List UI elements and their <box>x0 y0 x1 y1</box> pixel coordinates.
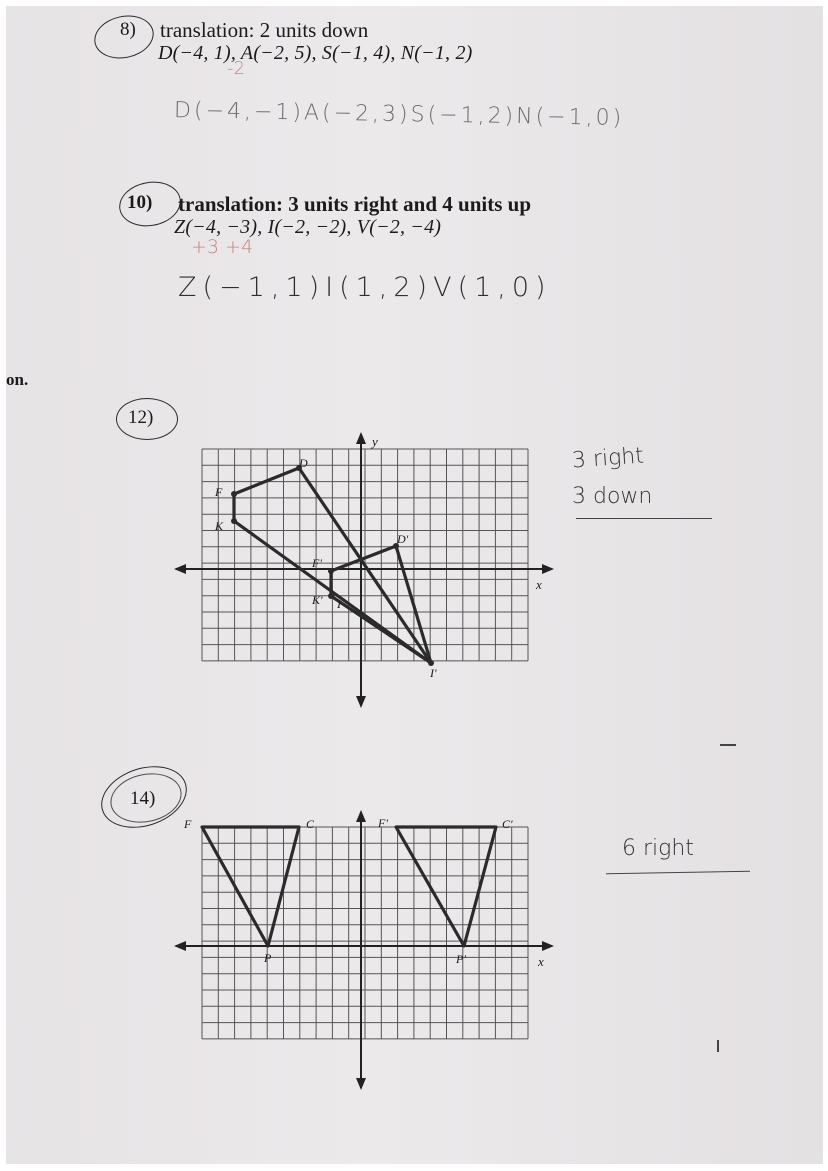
problem-12-coordinate-grid <box>172 428 572 718</box>
problem-14-x-axis-left-arrow <box>174 941 186 951</box>
problem-14-coordinate-grid <box>172 806 572 1096</box>
problem-14-y-axis-down-arrow <box>356 1078 366 1090</box>
problem-12-answer-line-2: 3 down <box>572 484 653 509</box>
problem-14-label-P-prime: P' <box>456 952 466 966</box>
problem-12-label-K-prime: K' <box>312 593 323 607</box>
stray-mark-1 <box>720 744 736 746</box>
problem-12-grid-lines <box>202 449 528 661</box>
problem-8-number: 8) <box>120 19 136 40</box>
problem-14-axis-x-label: x <box>538 954 544 969</box>
problem-12-axis-x-label: x <box>536 577 542 592</box>
problem-8-red-note: -2 <box>227 58 245 79</box>
problem-12-label-I: I <box>337 597 341 611</box>
problem-12-answer-underline <box>576 518 712 519</box>
problem-12-x-axis-left-arrow <box>174 564 186 574</box>
problem-14-answer-underline <box>606 871 750 875</box>
problem-14-label-P: P <box>264 951 272 965</box>
problem-8-answer: D(−4,−1)A(−2,3)S(−1,2)N(−1,0) <box>173 98 625 131</box>
margin-fragment: on. <box>6 370 29 389</box>
problem-14-label-F: F <box>184 817 192 831</box>
problem-12-label-I-prime: I' <box>430 666 437 680</box>
problem-14-y-axis-up-arrow <box>356 810 366 822</box>
problem-10-title: translation: 3 units right and 4 units up <box>178 192 532 216</box>
problem-14-label-F-prime: F' <box>378 816 388 830</box>
problem-12-label-D-prime: D' <box>397 532 409 546</box>
problem-14-x-axis-right-arrow <box>542 941 554 951</box>
problem-10-number: 10) <box>127 192 153 213</box>
problem-12-number: 12) <box>128 407 154 428</box>
problem-10-points: Z(−4, −3), I(−2, −2), V(−2, −4) <box>174 216 442 238</box>
worksheet-page <box>6 6 823 1164</box>
stray-mark-2 <box>717 1040 719 1052</box>
problem-10-answer: Z(−1,1)I(1,2)V(1,0) <box>178 272 552 303</box>
problem-12-y-axis-down-arrow <box>356 696 366 708</box>
problem-14-number: 14) <box>130 788 156 809</box>
problem-12-label-K: K <box>215 519 224 533</box>
problem-14-label-C-prime: C' <box>502 817 513 831</box>
problem-14-label-C: C <box>306 817 315 831</box>
problem-14-grid-lines <box>202 827 528 1039</box>
problem-8-points: D(−4, 1), A(−2, 5), S(−1, 4), N(−1, 2) <box>158 42 473 64</box>
problem-12-x-axis-right-arrow <box>542 564 554 574</box>
problem-8-title: translation: 2 units down <box>160 18 369 42</box>
problem-12-axis-y-label: y <box>372 434 378 449</box>
problem-12-answer-line-1: 3 right <box>571 443 645 474</box>
problem-12-label-D: D <box>299 456 308 470</box>
problem-12-y-axis-up-arrow <box>356 432 366 444</box>
problem-12-label-F-prime: F' <box>312 556 322 570</box>
problem-14-answer: 6 right <box>622 836 694 861</box>
problem-10-red-note: +3 +4 <box>191 236 254 258</box>
problem-12-label-F: F <box>215 485 223 499</box>
